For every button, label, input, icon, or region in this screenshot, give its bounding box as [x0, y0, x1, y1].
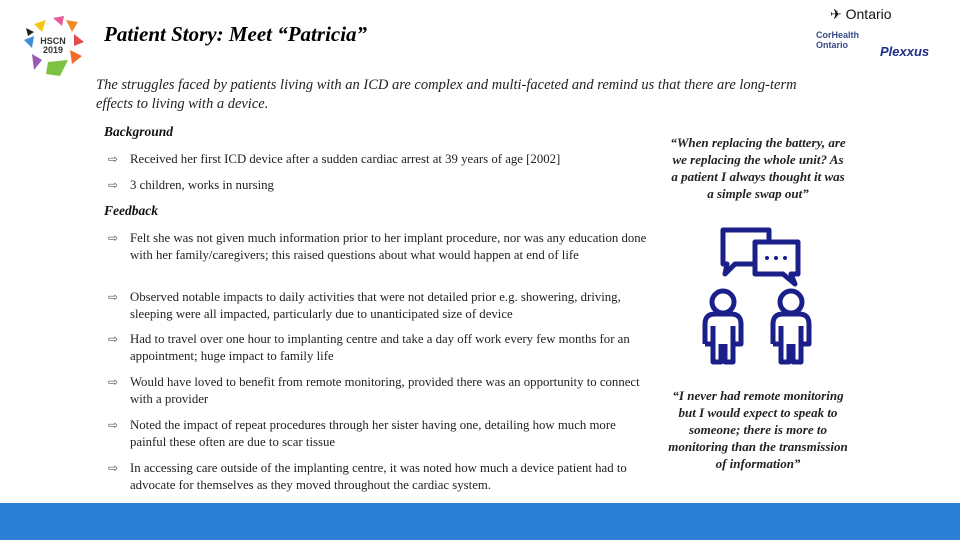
list-item — [108, 177, 648, 194]
list-item-text: Would have loved to benefit from remote monitoring, provided there was an opportunity to connect with a provider — [130, 375, 640, 406]
svg-text:2019: 2019 — [42, 45, 64, 55]
list-item-text: 3 children, works in nursing — [130, 178, 274, 192]
list-item-text: Noted the impact of repeat procedures through her sister having one, detailing how much more painful these often are due to scar tissue — [130, 418, 616, 449]
arrow-bullet-icon: ⇨ — [108, 152, 119, 166]
patient-quote: “I never had remote monitoring but I would expect to speak to someone; there is more to monitoring than the transmission of information” — [668, 388, 848, 471]
background-heading: Background — [104, 124, 174, 139]
arrow-bullet-icon: ⇨ — [108, 375, 119, 389]
arrow-bullet-icon: ⇨ — [108, 178, 119, 192]
patient-quote: “When replacing the battery, are we replacing the whole unit? As a patient I always thought it was a simple swap out” — [670, 135, 846, 201]
svg-text:HSCN: HSCN — [40, 36, 66, 46]
list-item — [108, 331, 648, 364]
list-item — [108, 230, 648, 263]
list-item-text: Received her first ICD device after a sudden cardiac arrest at 39 years of age [2002] — [130, 152, 561, 166]
subtitle: The struggles faced by patients living with an ICD are complex and multi-faceted and remind us that there are long-term effects to living with a device. — [96, 77, 797, 112]
plexxus-logo: Plexxus — [880, 44, 930, 59]
page-title: Patient Story: Meet “Patricia” — [104, 22, 368, 46]
list-item — [108, 374, 648, 407]
list-item-text: Felt she was not given much information prior to her implant procedure, nor was any education done with her family/caregivers; this raised questions about what would happen at end of life — [130, 231, 647, 262]
arrow-bullet-icon: ⇨ — [108, 418, 119, 432]
ontario-logo-text: Ontario — [845, 6, 892, 22]
arrow-bullet-icon: ⇨ — [108, 290, 119, 304]
corhealth-logo: CorHealth Ontario — [816, 30, 860, 50]
list-item — [108, 417, 648, 450]
footer-bar — [0, 503, 960, 540]
conversation-people-icon — [695, 226, 815, 371]
partner-logos — [788, 2, 958, 66]
arrow-bullet-icon: ⇨ — [108, 332, 119, 346]
list-item — [108, 460, 648, 493]
list-item-text: Had to travel over one hour to implanting centre and take a day off work every few months for an appointment; huge impact to family life — [130, 332, 630, 363]
arrow-bullet-icon: ⇨ — [108, 231, 119, 245]
list-item-text: Observed notable impacts to daily activities that were not detailed prior e.g. showering, driving, sleeping were all impacted, particularly due to unanticipated size of device — [130, 290, 621, 321]
list-item — [108, 289, 648, 322]
list-item — [108, 151, 648, 168]
hscn-logo — [20, 14, 86, 78]
arrow-bullet-icon: ⇨ — [108, 461, 119, 475]
feedback-heading: Feedback — [104, 203, 158, 218]
list-item-text: In accessing care outside of the implanting centre, it was noted how much a device patient had to advocate for themselves as they moved throughout the cardiac system. — [130, 461, 627, 492]
ontario-logo — [830, 6, 892, 23]
trillium-icon: ✈ — [830, 6, 842, 22]
